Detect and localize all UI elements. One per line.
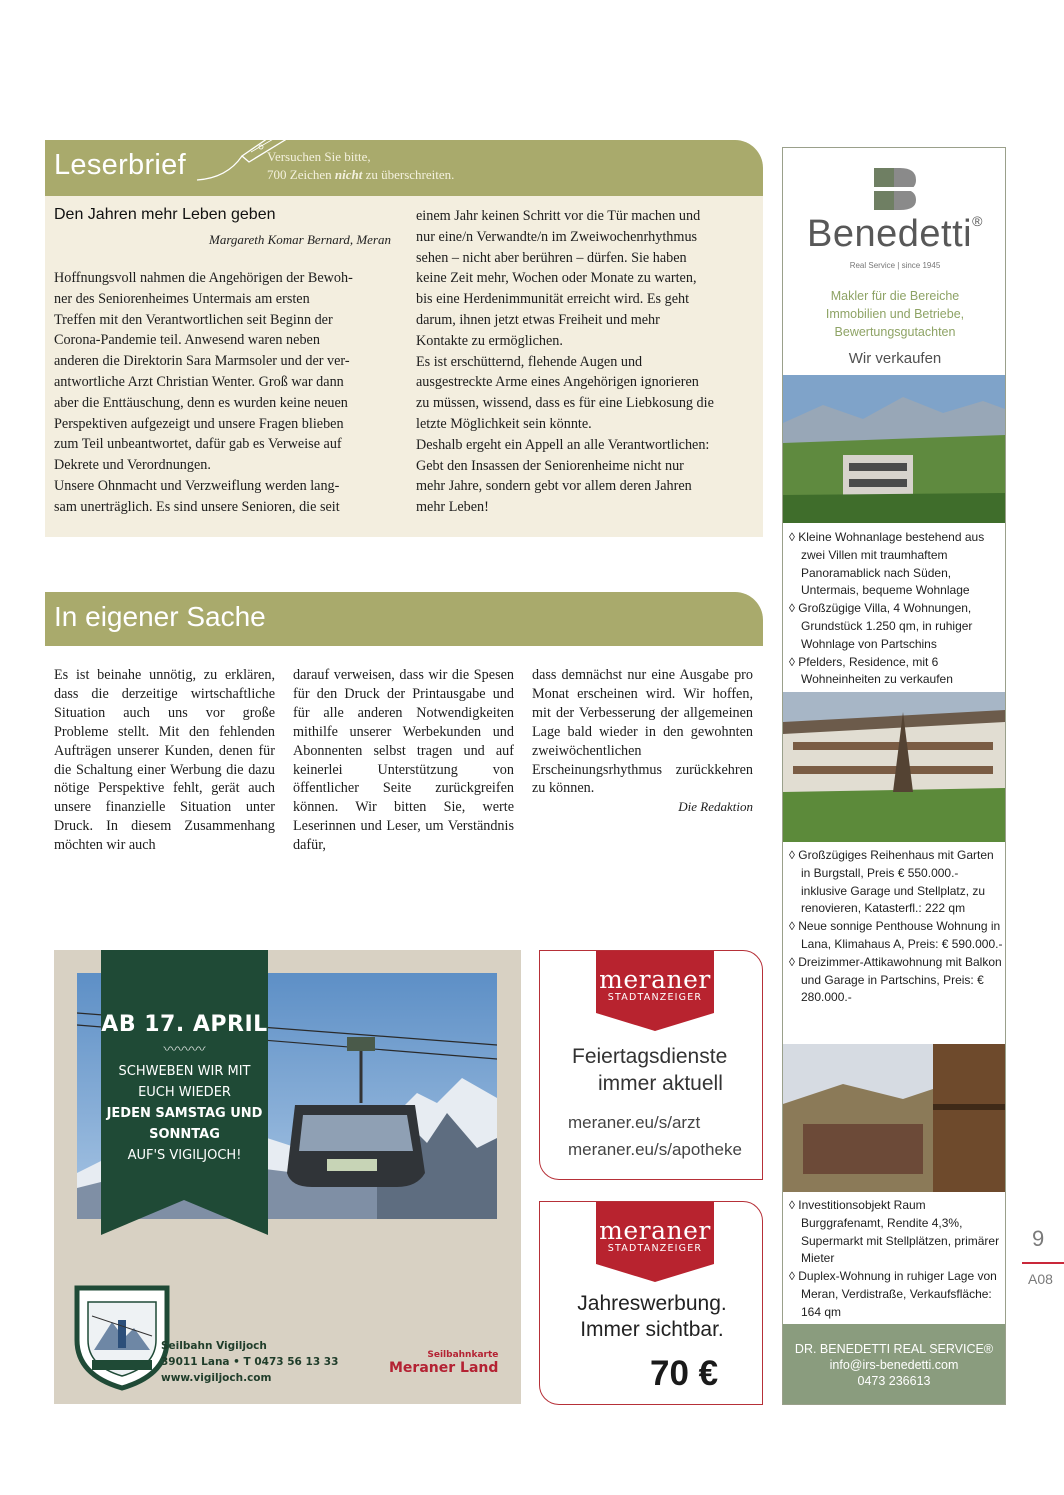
leserbrief-author: Margareth Komar Bernard, Meran: [209, 232, 391, 247]
leserbrief-column-1: Hoffnungsvoll nahmen die Angehörigen der Bewoh- ner des Seniorenheimes Untermais am ersten Treffen mit den Verantwortlichen seit Beginn der Corona-Pandemie teil. Anwesend waren neben anderen die Direktorin Sara Marmsoler und der ver- antwortliche Arzt Christian Wenter. Groß war dann aber die Enttäuschung, denn es wurden keine neuen Perspektiven aufgezeigt und unsere Fragen blieben zum Teil unbeantwortet, dafür gab es Verweise auf Dekrete und Verordnungen. Unsere Ohnmacht und Verzweiflung werden lang- sam unerträglich. Es sind unsere Senioren, die seit: [54, 270, 353, 515]
meraner-logo-name: meraner: [599, 965, 711, 994]
wave-icon: 〰〰〰: [163, 1042, 206, 1058]
leserbrief-header: [45, 140, 763, 196]
meraner-logo-sub: STADTANZEIGER: [607, 992, 703, 1003]
page-number: 9: [1032, 1226, 1045, 1251]
feiertagsdienste-headline-1: Feiertagsdienste: [572, 1045, 728, 1068]
balcony-view-photo: [783, 1044, 1005, 1192]
meraner-ad-jahreswerbung[interactable]: [539, 1201, 763, 1405]
vigiljoch-contact: Seilbahn Vigiljoch 39011 Lana • T 0473 56 13 33 www.vigiljoch.com: [161, 1340, 339, 1384]
property-list-3: ◊ Investitionsobjekt Raum Burggrafenamt, Rendite 4,3%, Supermarkt mit Stellplätzen, primärer Mieter ◊ Duplex-Wohnung in ruhiger Lage von Meran, Verdistraße, Verkaufsfläche: 164 qm: [789, 1198, 1000, 1319]
meraner-ad-feiertagsdienste[interactable]: [539, 950, 763, 1180]
meraner-logo-sub: STADTANZEIGER: [607, 1243, 703, 1254]
meraner-logo-name: meraner: [599, 1216, 711, 1245]
jahreswerbung-headline-2: Immer sichtbar.: [580, 1318, 724, 1341]
in-eigener-sache-column-1: Es ist beinahe unnötig, zu erklären, dass die derzeitige wirtschaftliche Situation auch uns vor große Probleme stellt. Mit den fehlenden Aufträgen unserer Kunden, denen für die Schaltung einer Werbung die dazu nötige Perspektive fehlt, gerät auch unsere finanzielle Situation unter Druck. In diesem Zusammenhang möchten wir auch: [54, 667, 275, 854]
leserbrief-column-2: einem Jahr keinen Schritt vor die Tür machen und nur eine/n Verwandte/n im Zweiwochenrhythmus sehen – nicht aber berühren – dürfen. Sie haben keine Zeit mehr, Wochen oder Monate zu warten, bis eine Herdenimmunität erreicht wird. Es geht darum, ihnen jetzt etwas Freiheit und mehr Kontakte zu ermöglichen. Es ist erschütternd, flehende Augen und ausgestreckte Arme eines Angehörigen ignorieren zu müssen, wissend, dass es für eine Liebkosung die letzte Möglichkeit sein könnte. Deshalb ergeht ein Appell an alle Verantwortlichen: Gebt den Insassen der Seniorenheime nicht nur mehr Jahre, sondern gebt vor allem deren Jahren mehr Leben!: [416, 208, 714, 516]
benedetti-real-estate-ad[interactable]: [782, 147, 1006, 1405]
vigiljoch-banner-text: AB 17. APRIL 〰〰〰 SCHWEBEN WIR MIT EUCH WIEDER JEDEN SAMSTAG UND SONNTAG AUF'S VIGILJOCH!: [101, 1012, 268, 1163]
benedetti-services: Makler für die Bereiche Immobilien und Betriebe, Bewertungsgutachten: [825, 289, 965, 339]
in-eigener-sache-column-3: dass demnächst nur eine Ausgabe pro Monat erscheinen wird. Wir hoffen, mit der Verbesserung der allgemeinen Lage bald wieder in den gewohnten zweiwöchentlichen Erscheinungsrhythmus zurückkehren zu können. Die Redaktion: [532, 666, 753, 817]
leserbrief-hint: Versuchen Sie bitte, 700 Zeichen nicht zu überschreiten.: [267, 149, 455, 182]
benedetti-email[interactable]: info@irs-benedetti.com: [829, 1358, 959, 1372]
leserbrief-title: Leserbrief: [54, 149, 186, 181]
in-eigener-sache-column-2: darauf verweisen, dass wir die Spesen für den Druck der Printausgabe und für alle anderen Notwendigkeiten mithilfe unserer Werbekunden und Abonnenten selbst tragen und auf keinerlei Unterstützung von öffentlicher Seite zurückgreifen können. Wir bitten Sie, werte Leserinnen und Leser, um Verständnis dafür,: [293, 667, 514, 854]
feiertagsdienste-headline-2: immer aktuell: [598, 1072, 723, 1095]
vigiljoch-advertisement[interactable]: [54, 950, 521, 1404]
jahreswerbung-headline-1: Jahreswerbung.: [577, 1292, 727, 1315]
benedetti-b-logo: [870, 166, 920, 212]
vigiljoch-emblem-logo: [72, 1280, 172, 1392]
page-number-divider: [1022, 1262, 1064, 1264]
leserbrief-heading: Den Jahren mehr Leben geben: [54, 206, 276, 223]
wir-verkaufen-label: Wir verkaufen: [848, 350, 942, 367]
in-eigener-sache-header: [45, 592, 763, 646]
benedetti-contact-footer: DR. BENEDETTI REAL SERVICE® info@irs-benedetti.com 0473 236613: [783, 1324, 1005, 1404]
benedetti-name: Benedetti®: [807, 213, 983, 255]
link-arzt[interactable]: meraner.eu/s/arzt: [568, 1113, 701, 1132]
villa-panorama-photo: [783, 375, 1005, 523]
benedetti-tagline: Real Service | since 1945: [849, 261, 941, 270]
link-apotheke[interactable]: meraner.eu/s/apotheke: [568, 1140, 742, 1159]
benedetti-phone[interactable]: 0473 236613: [857, 1374, 931, 1388]
seilbahnkarte-logo: Seilbahnkarte Meraner Land: [389, 1350, 499, 1376]
property-list-2: ◊ Großzügiges Reihenhaus mit Garten in Burgstall, Preis € 550.000.- inklusive Garage und Stellplatz, zu renovieren, Katasterfl.: 222 qm ◊ Neue sonnige Penthouse Wohnung in Lana, Klimahaus A, Preis: € 590.000.- ◊ Dreizimmer-Attikawohnung mit Balkon und Garage in Partschins, Preis: € 280.000.-: [789, 848, 1003, 1005]
in-eigener-sache-title: In eigener Sache: [54, 601, 266, 632]
editorial-signature: Die Redaktion: [678, 799, 753, 815]
page-code: A08: [1028, 1271, 1053, 1287]
property-list-1: ◊ Kleine Wohnanlage bestehend aus zwei Villen mit traumhaftem Panoramablick nach Süden, Untermais, bequeme Wohnlage ◊ Großzügige Villa, 4 Wohnungen, Grundstück 1.250 qm, in ruhiger Wohnlage von Partschins ◊ Pfelders, Residence, mit 6 Wohneinheiten zu verkaufen: [789, 530, 985, 687]
jahreswerbung-price: 70 €: [650, 1354, 719, 1393]
reihenhaus-photo: [783, 692, 1005, 842]
